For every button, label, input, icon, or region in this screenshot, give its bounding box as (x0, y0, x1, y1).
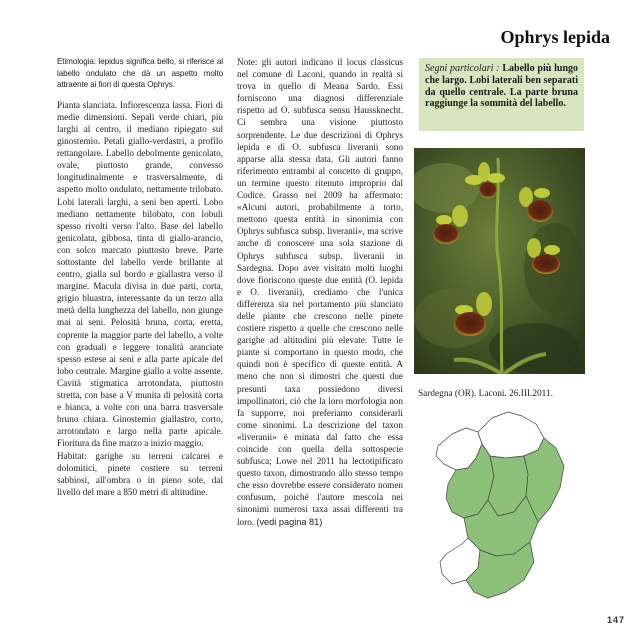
page-title: Ophrys lepida (500, 27, 610, 47)
middle-column (237, 56, 403, 528)
description-text: Pianta slanciata. Infiorescenza lassa. Fiori di medie dimensioni. Sepali verde chiari, più larghi al centro, il mediano ripiegato sul ginostemio. Petali giallo-verdastri, a profilo rettangolare. Labello debolmente genicolato, ovale, piuttosto grande, convesso longitudinalmente e trasversalmente, di aspetto molto ondulato, nettamente trilobato. Lobi laterali larghi, a seni ben aperti. Lobo mediano nettamente bilobato, con lobuli spesso rivolti verso l'alto. Base del labello genicolata, gibbosa, tinta di giallo-arancio, con solco marcato piuttosto breve. Parte sottostante del labello verde brillante al centro, gialla sul bordo e giallastra verso il margine. Macula divisa in due parti, corta, grigio bluastra, interessante da un terzo alla metà della lunghezza del labello, non giunge mai ai seni. Pelosità bruna, corta, eretta, coprente la maggior parte del labello, a volte con graduali e leggere tonalità aranciate spesso estese ai seni e alla parte apicale del lobo centrale. Margine giallo a volte assente. Cavità stigmatica arrotondata, piuttosto stretta, con base a V munita di pelosità corta e bianca, a volte con una barra trasversale bruno chiara. Ginostemio giallastro, corto, arrotondato e largo nella parte apicale. Fioritura da fine marzo a inizio maggio. (57, 99, 223, 449)
distinctive-features-label: Segni particolari : (425, 63, 500, 74)
habitat-text: Habitat: garighe su terreni calcarei e dolomitici, pinete costiere su terreni sabbiosi, all'ombra o in pieno sole, dal livello del mare a 850 metri di altitudine. (57, 450, 223, 497)
sardinia-distribution-map (418, 404, 584, 612)
left-column (57, 56, 223, 498)
distinctive-features-text: Labello più lungo che largo. Lobi laterali ben separati da quello centrale. La parte bruna raggiunge la sommità del labello. (425, 63, 579, 110)
region-ne (478, 412, 544, 458)
note-text: Note: gli autori indicano il locus classicus nel comune di Laconi, quando in realtà si trova in quello di Meana Sardo. Essi forniscono una diagnosi differenziale rispetto ad O. subfusca sensu Haussknecht. Ci sembra una visione piuttosto sorprendente. Le due descrizioni di Ophrys lepida e di O. subfusca liveranii sono apparse alla stessa data. Gli autori fanno riferimento entrambi al concetto di gruppo, un termine questo ritenuto improprio dal Codice. Grasso nel 2009 ha affermato: «Alcuni autori, probabilmente a torto, mettono questa entità in sinonimia con Ophrys subfusca subsp. liveranii», ma scrive anche di conoscere una sola stazione di Ophrys subfusca subsp. liveranii in Sardegna. Dopo aver visitato molti luoghi dove fioriscono queste due entità (O. lepida e O. liveranii), crediamo che l'unica differenza sia nel portamento più slanciato delle piante che crescono nelle pinete costiere rispetto a quelle che crescono nelle garighe ad altitudini più elevate. Tutte le piante si comportano in questo modo, che quindi non è specifico di queste entità. A meno che non si dimostri che questi due presunti taxa possiedono diversi impollinatori, ciò che la loro morfologia non fa supporre, noi preferiamo considerarli come sinonimi. La descrizione del taxon «liveranii» è minata dal fatto che essa coincide con quella della sottospecie subfusca; Lowe nel 2011 ha lectotipificato questo taxon, dimostrando allo stesso tempo che esso dovrebbe essere considerato nomen confusum, poiché l'autore mescola nei sinonimi numerosi taxa assai differenti tra loro. (237, 57, 403, 527)
note-paragraph (237, 56, 403, 528)
page-reference: (vedi pagina 81) (256, 516, 323, 527)
distinctive-features-box (419, 58, 584, 131)
orchid-photo-illustration (414, 148, 585, 374)
page-number: 147 (606, 615, 625, 625)
distribution-map (418, 404, 584, 612)
etymology-text: Etimologia: lepidus significa bello, si riferisce al labello ondulato che dà un aspetto molto attraente ai fiori di questa Ophrys. (57, 57, 223, 90)
photo-caption: Sardegna (OR). Laconi. 26.III.2011. (418, 389, 553, 399)
orchid-photo (414, 148, 585, 374)
